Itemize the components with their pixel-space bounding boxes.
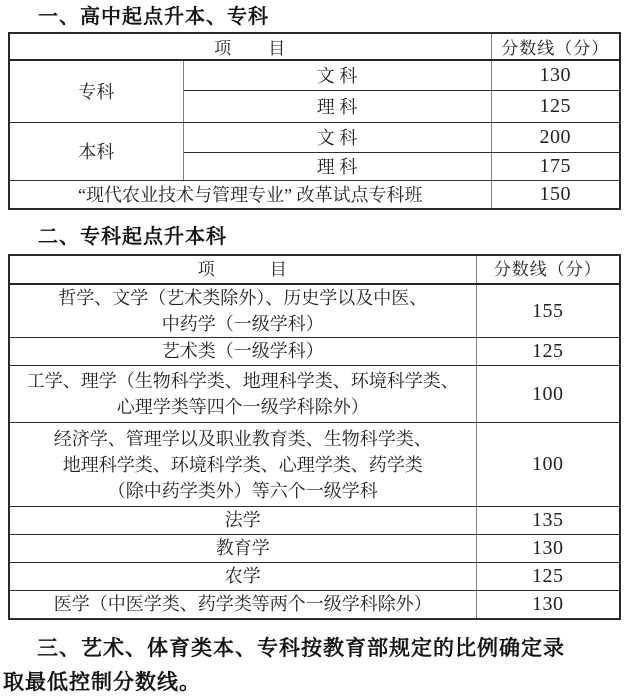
table1-special-label: “现代农业技术与管理专业” 改革试点专科班 — [9, 180, 491, 209]
table1-subject-cell: 文 科 — [183, 60, 491, 90]
table2-subject-cell: 教育学 — [9, 535, 476, 563]
table1-header-score: 分数线（分） — [491, 33, 620, 60]
subject-line: （除中药学类外）等六个一级学科 — [107, 480, 378, 501]
table2-row-philosophy-literature — [9, 284, 620, 338]
table1-row-benke-wenke — [9, 122, 620, 152]
table2-row-economics-management — [9, 423, 620, 507]
subject-line: 经济学、管理学以及职业教育类、生物科学类、 — [53, 428, 432, 449]
table1-row-zhuanke-wenke — [9, 60, 620, 90]
subject-line: 工学、理学（生物科学类、地理科学类、环境科学类、 — [26, 371, 459, 391]
table2-header-project: 项 目 — [9, 255, 476, 284]
table2-row-education — [9, 535, 620, 563]
subject-line: 心理学类等四个一级学科除外） — [116, 397, 369, 417]
table1-group-benke: 本科 — [9, 122, 183, 180]
table2-header-score: 分数线（分） — [476, 255, 620, 284]
table2-row-law — [9, 507, 620, 535]
table2-row-agriculture — [9, 563, 620, 591]
section-3-line-1: 三、艺术、体育类本、专科按教育部规定的比例确定录 — [37, 637, 565, 660]
table1-score-cell: 150 — [491, 180, 620, 209]
table2-row-medicine — [9, 591, 620, 620]
subject-line: 中药学（一级学科） — [161, 314, 324, 334]
section-3-line-2: 取最低控制分数线。 — [3, 671, 201, 694]
table2-subject-cell — [9, 366, 476, 423]
table-highschool-entry-scores — [8, 32, 621, 210]
table2-subject-cell: 医学（中医学类、药学类等两个一级学科除外） — [9, 591, 476, 620]
section-2-heading: 二、专科起点升本科 — [38, 226, 227, 248]
table2-row-engineering-science — [9, 366, 620, 423]
table2-score-cell: 100 — [476, 366, 620, 423]
table2-subject-cell: 艺术类（一级学科） — [9, 338, 476, 366]
table1-subject-cell: 文 科 — [183, 122, 491, 152]
table2-score-cell: 125 — [476, 563, 620, 591]
table2-row-arts — [9, 338, 620, 366]
table2-score-cell: 130 — [476, 591, 620, 620]
table2-subject-cell — [9, 423, 476, 507]
table2-subject-cell: 农学 — [9, 563, 476, 591]
table1-subject-cell: 理 科 — [183, 152, 491, 180]
table1-score-cell: 130 — [491, 60, 620, 90]
table1-score-cell: 125 — [491, 90, 620, 122]
table2-score-cell: 135 — [476, 507, 620, 535]
subject-line: 地理科学类、环境科学类、心理学类、药学类 — [62, 454, 423, 475]
table2-subject-cell — [9, 284, 476, 338]
table1-score-cell: 200 — [491, 122, 620, 152]
table2-score-cell: 125 — [476, 338, 620, 366]
table1-subject-cell: 理 科 — [183, 90, 491, 122]
section-1-heading: 一、高中起点升本、专科 — [38, 6, 269, 28]
table2-score-cell: 100 — [476, 423, 620, 507]
table-college-entry-scores — [8, 254, 621, 620]
table1-score-cell: 175 — [491, 152, 620, 180]
table1-group-zhuanke: 专科 — [9, 60, 183, 122]
table2-header-row — [9, 255, 620, 284]
table1-header-row — [9, 33, 620, 60]
section-3-paragraph — [0, 632, 627, 700]
subject-line: 哲学、文学（艺术类除外）、历史学以及中医、 — [58, 288, 428, 308]
table1-header-project: 项 目 — [9, 33, 491, 60]
table1-row-special-pilot-class — [9, 180, 620, 209]
table2-score-cell: 130 — [476, 535, 620, 563]
table2-score-cell: 155 — [476, 284, 620, 338]
table2-subject-cell: 法学 — [9, 507, 476, 535]
